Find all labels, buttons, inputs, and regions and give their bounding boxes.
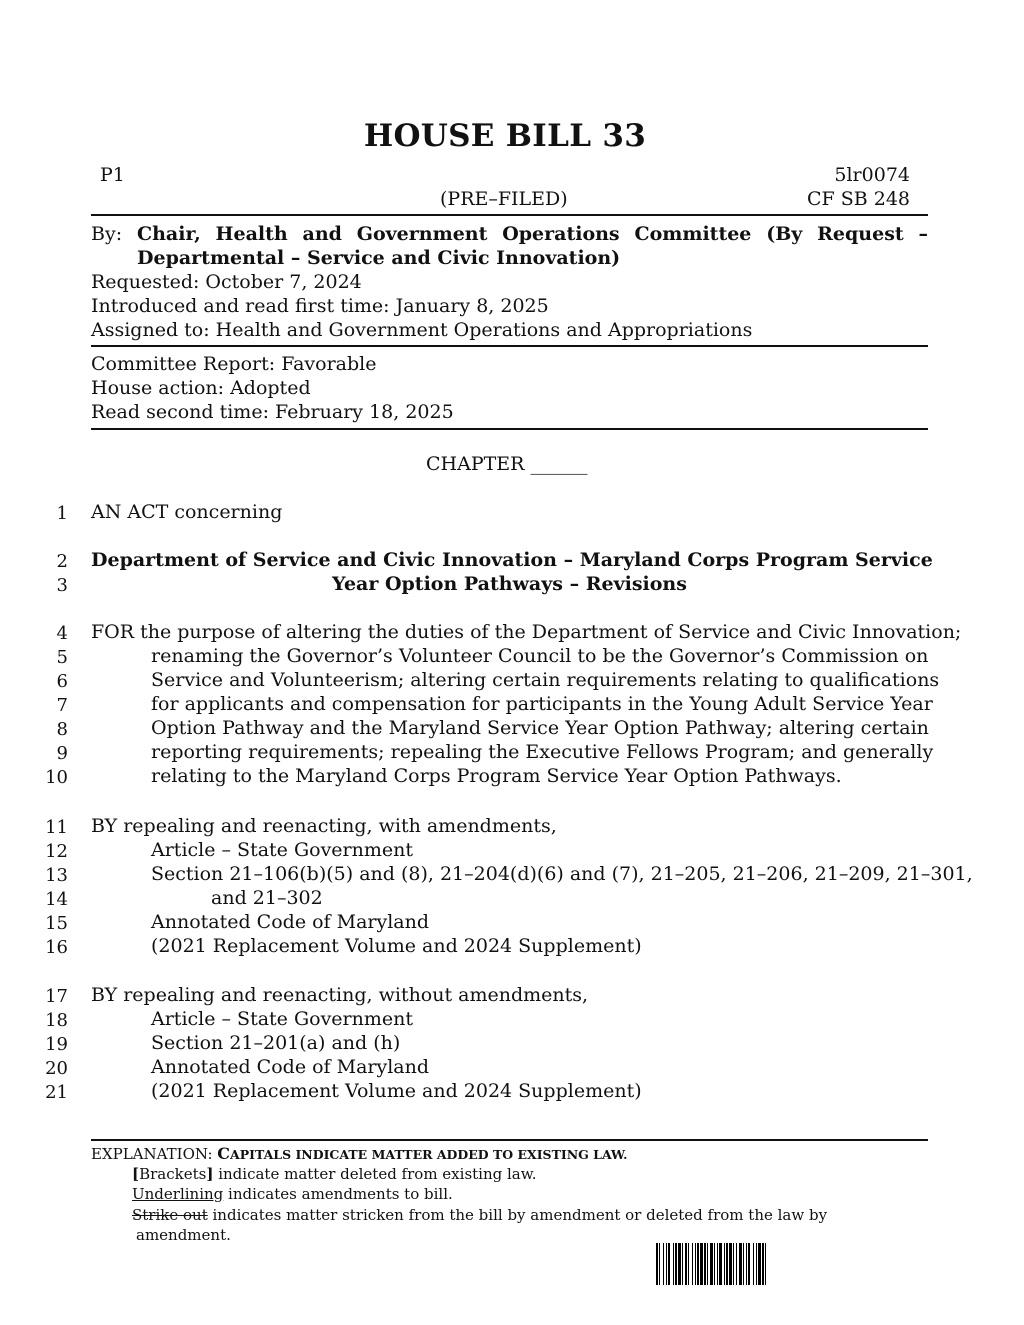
line-number: 21 (45, 1082, 68, 1103)
bill-subject-line-2: Year Option Pathways – Revisions (332, 573, 687, 595)
chapter-label: CHAPTER ______ (426, 453, 588, 475)
section-line: Section 21–201(a) and (h) (151, 1032, 401, 1054)
barcode-bar (714, 1243, 715, 1285)
barcode-bar (765, 1243, 766, 1285)
line-number: 9 (56, 743, 68, 764)
purpose-line: for applicants and compensation for participants in the Young Adult Service Year (151, 693, 933, 715)
line-number: 19 (45, 1034, 68, 1055)
barcode-bar (656, 1243, 658, 1285)
barcode-bar (685, 1243, 687, 1285)
barcode-bar (682, 1243, 683, 1285)
barcode-bar (678, 1243, 681, 1285)
prefiled-label: (PRE–FILED) (440, 188, 568, 210)
sponsor-line-1: Chair, Health and Government Operations Committee (By Request – (137, 223, 928, 245)
amendment-heading: BY repealing and reenacting, with amendments, (91, 815, 557, 837)
barcode-bar (724, 1243, 725, 1285)
underlining-word: Underlining (132, 1185, 224, 1203)
barcode-bar (659, 1243, 660, 1285)
line-number: 11 (45, 817, 68, 838)
section-line: and 21–302 (211, 887, 323, 909)
barcode-bar (717, 1243, 718, 1285)
second-reading: Read second time: February 18, 2025 (91, 401, 454, 423)
barcode-bar (756, 1243, 757, 1285)
barcode-bar (700, 1243, 703, 1285)
barcode-bar (710, 1243, 713, 1285)
barcode-bar (666, 1243, 667, 1285)
line-number: 15 (45, 913, 68, 934)
sponsor-rule (91, 345, 928, 347)
purpose-line: reporting requirements; repealing the Executive Fellows Program; and generally (151, 741, 934, 763)
explanation-strike-cont: amendment. (136, 1226, 231, 1244)
purpose-line: FOR the purpose of altering the duties of the Department of Service and Civic Innovation; (91, 621, 962, 643)
barcode-bar (697, 1243, 699, 1285)
line-number: 20 (45, 1058, 68, 1079)
bracket-close: ] (206, 1165, 214, 1183)
purpose-line: Option Pathway and the Maryland Service Year Option Pathway; altering certain (151, 717, 929, 739)
cross-file: CF SB 248 (806, 188, 910, 210)
barcode-bar (704, 1243, 706, 1285)
capitals-initial: C (217, 1144, 231, 1163)
by-label: By: (91, 223, 123, 245)
volume-line: (2021 Replacement Volume and 2024 Supplement) (151, 935, 642, 957)
barcode-bar (688, 1243, 689, 1285)
code-line: Annotated Code of Maryland (151, 911, 430, 933)
line-number: 12 (45, 841, 68, 862)
article-line: Article – State Government (151, 839, 414, 861)
barcode-bar (692, 1243, 693, 1285)
purpose-line: renaming the Governor’s Volunteer Council to be the Governor’s Commission on (151, 645, 929, 667)
barcode-bar (719, 1243, 722, 1285)
barcode-bar (746, 1243, 747, 1285)
bill-title: HOUSE BILL 33 (363, 118, 647, 154)
brackets-text: indicate matter deleted from existing law. (213, 1165, 537, 1183)
article-line: Article – State Government (151, 1008, 414, 1030)
line-number: 8 (56, 719, 68, 740)
underlining-text: indicates amendments to bill. (223, 1185, 453, 1203)
line-number: 2 (56, 551, 68, 572)
barcode-bar (758, 1243, 761, 1285)
line-number: 18 (45, 1010, 68, 1031)
barcode-bar (762, 1243, 764, 1285)
committee-report: Committee Report: Favorable (91, 353, 377, 375)
explanation-rule (91, 1139, 928, 1141)
line-number: 6 (56, 671, 68, 692)
line-number: 5 (56, 647, 68, 668)
committee-rule (91, 428, 928, 430)
explanation-underlining (132, 1185, 453, 1203)
purpose-line: relating to the Maryland Corps Program Service Year Option Pathways. (151, 765, 842, 787)
line-number: 4 (56, 623, 68, 644)
introduced-date: Introduced and read first time: January 8, 2025 (91, 295, 549, 317)
barcode-bar (673, 1243, 674, 1285)
assigned-committees: Assigned to: Health and Government Operations and Appropriations (91, 319, 753, 341)
line-number: 10 (45, 767, 68, 788)
amendment-heading: BY repealing and reenacting, without amendments, (91, 984, 589, 1006)
strike-word: Strike out (132, 1206, 208, 1224)
bill-number: 5lr0074 (834, 164, 910, 186)
barcode-bar (707, 1243, 708, 1285)
purpose-line: Service and Volunteerism; altering certain requirements relating to qualifications (151, 669, 940, 691)
sponsor-line-2: Departmental – Service and Civic Innovation) (137, 247, 621, 269)
barcode-bar (736, 1243, 737, 1285)
line-number: 17 (45, 986, 68, 1007)
barcode-bar (753, 1243, 754, 1285)
barcode-bar (695, 1243, 696, 1285)
barcode-bar (733, 1243, 734, 1285)
volume-line: (2021 Replacement Volume and 2024 Supplement) (151, 1080, 642, 1102)
bracket-open: [ (132, 1165, 140, 1183)
line-number: 14 (45, 889, 68, 910)
header-rule (91, 214, 928, 216)
act-concerning: AN ACT concerning (91, 501, 283, 523)
subject-code: P1 (100, 164, 125, 186)
barcode-bar (739, 1243, 742, 1285)
barcode-icon (656, 1243, 904, 1285)
explanation-brackets (132, 1165, 537, 1183)
line-number: 13 (45, 865, 68, 886)
code-line: Annotated Code of Maryland (151, 1056, 430, 1078)
line-number: 3 (56, 575, 68, 596)
line-number: 1 (56, 503, 68, 524)
house-action: House action: Adopted (91, 377, 311, 399)
line-number: 7 (56, 695, 68, 716)
barcode-bar (726, 1243, 728, 1285)
explanation-label: EXPLANATION: (91, 1145, 218, 1163)
explanation-strike (132, 1206, 827, 1224)
bill-subject-line-1: Department of Service and Civic Innovation – Maryland Corps Program Service (91, 549, 933, 571)
strike-text: indicates matter stricken from the bill by amendment or deleted from the law by (207, 1206, 828, 1224)
explanation-capitals (91, 1144, 628, 1163)
section-line: Section 21–106(b)(5) and (8), 21–204(d)(6) and (7), 21–205, 21–206, 21–209, 21–301, (151, 863, 973, 885)
barcode-bar (748, 1243, 750, 1285)
requested-date: Requested: October 7, 2024 (91, 271, 362, 293)
barcode-bar (668, 1243, 670, 1285)
capitals-text: APITALS INDICATE MATTER ADDED TO EXISTING LAW. (230, 1147, 628, 1162)
barcode-bar (729, 1243, 732, 1285)
barcode-bar (743, 1243, 744, 1285)
line-number: 16 (45, 937, 68, 958)
brackets-word: Brackets (139, 1165, 207, 1183)
barcode-bar (675, 1243, 677, 1285)
barcode-bar (663, 1243, 664, 1285)
